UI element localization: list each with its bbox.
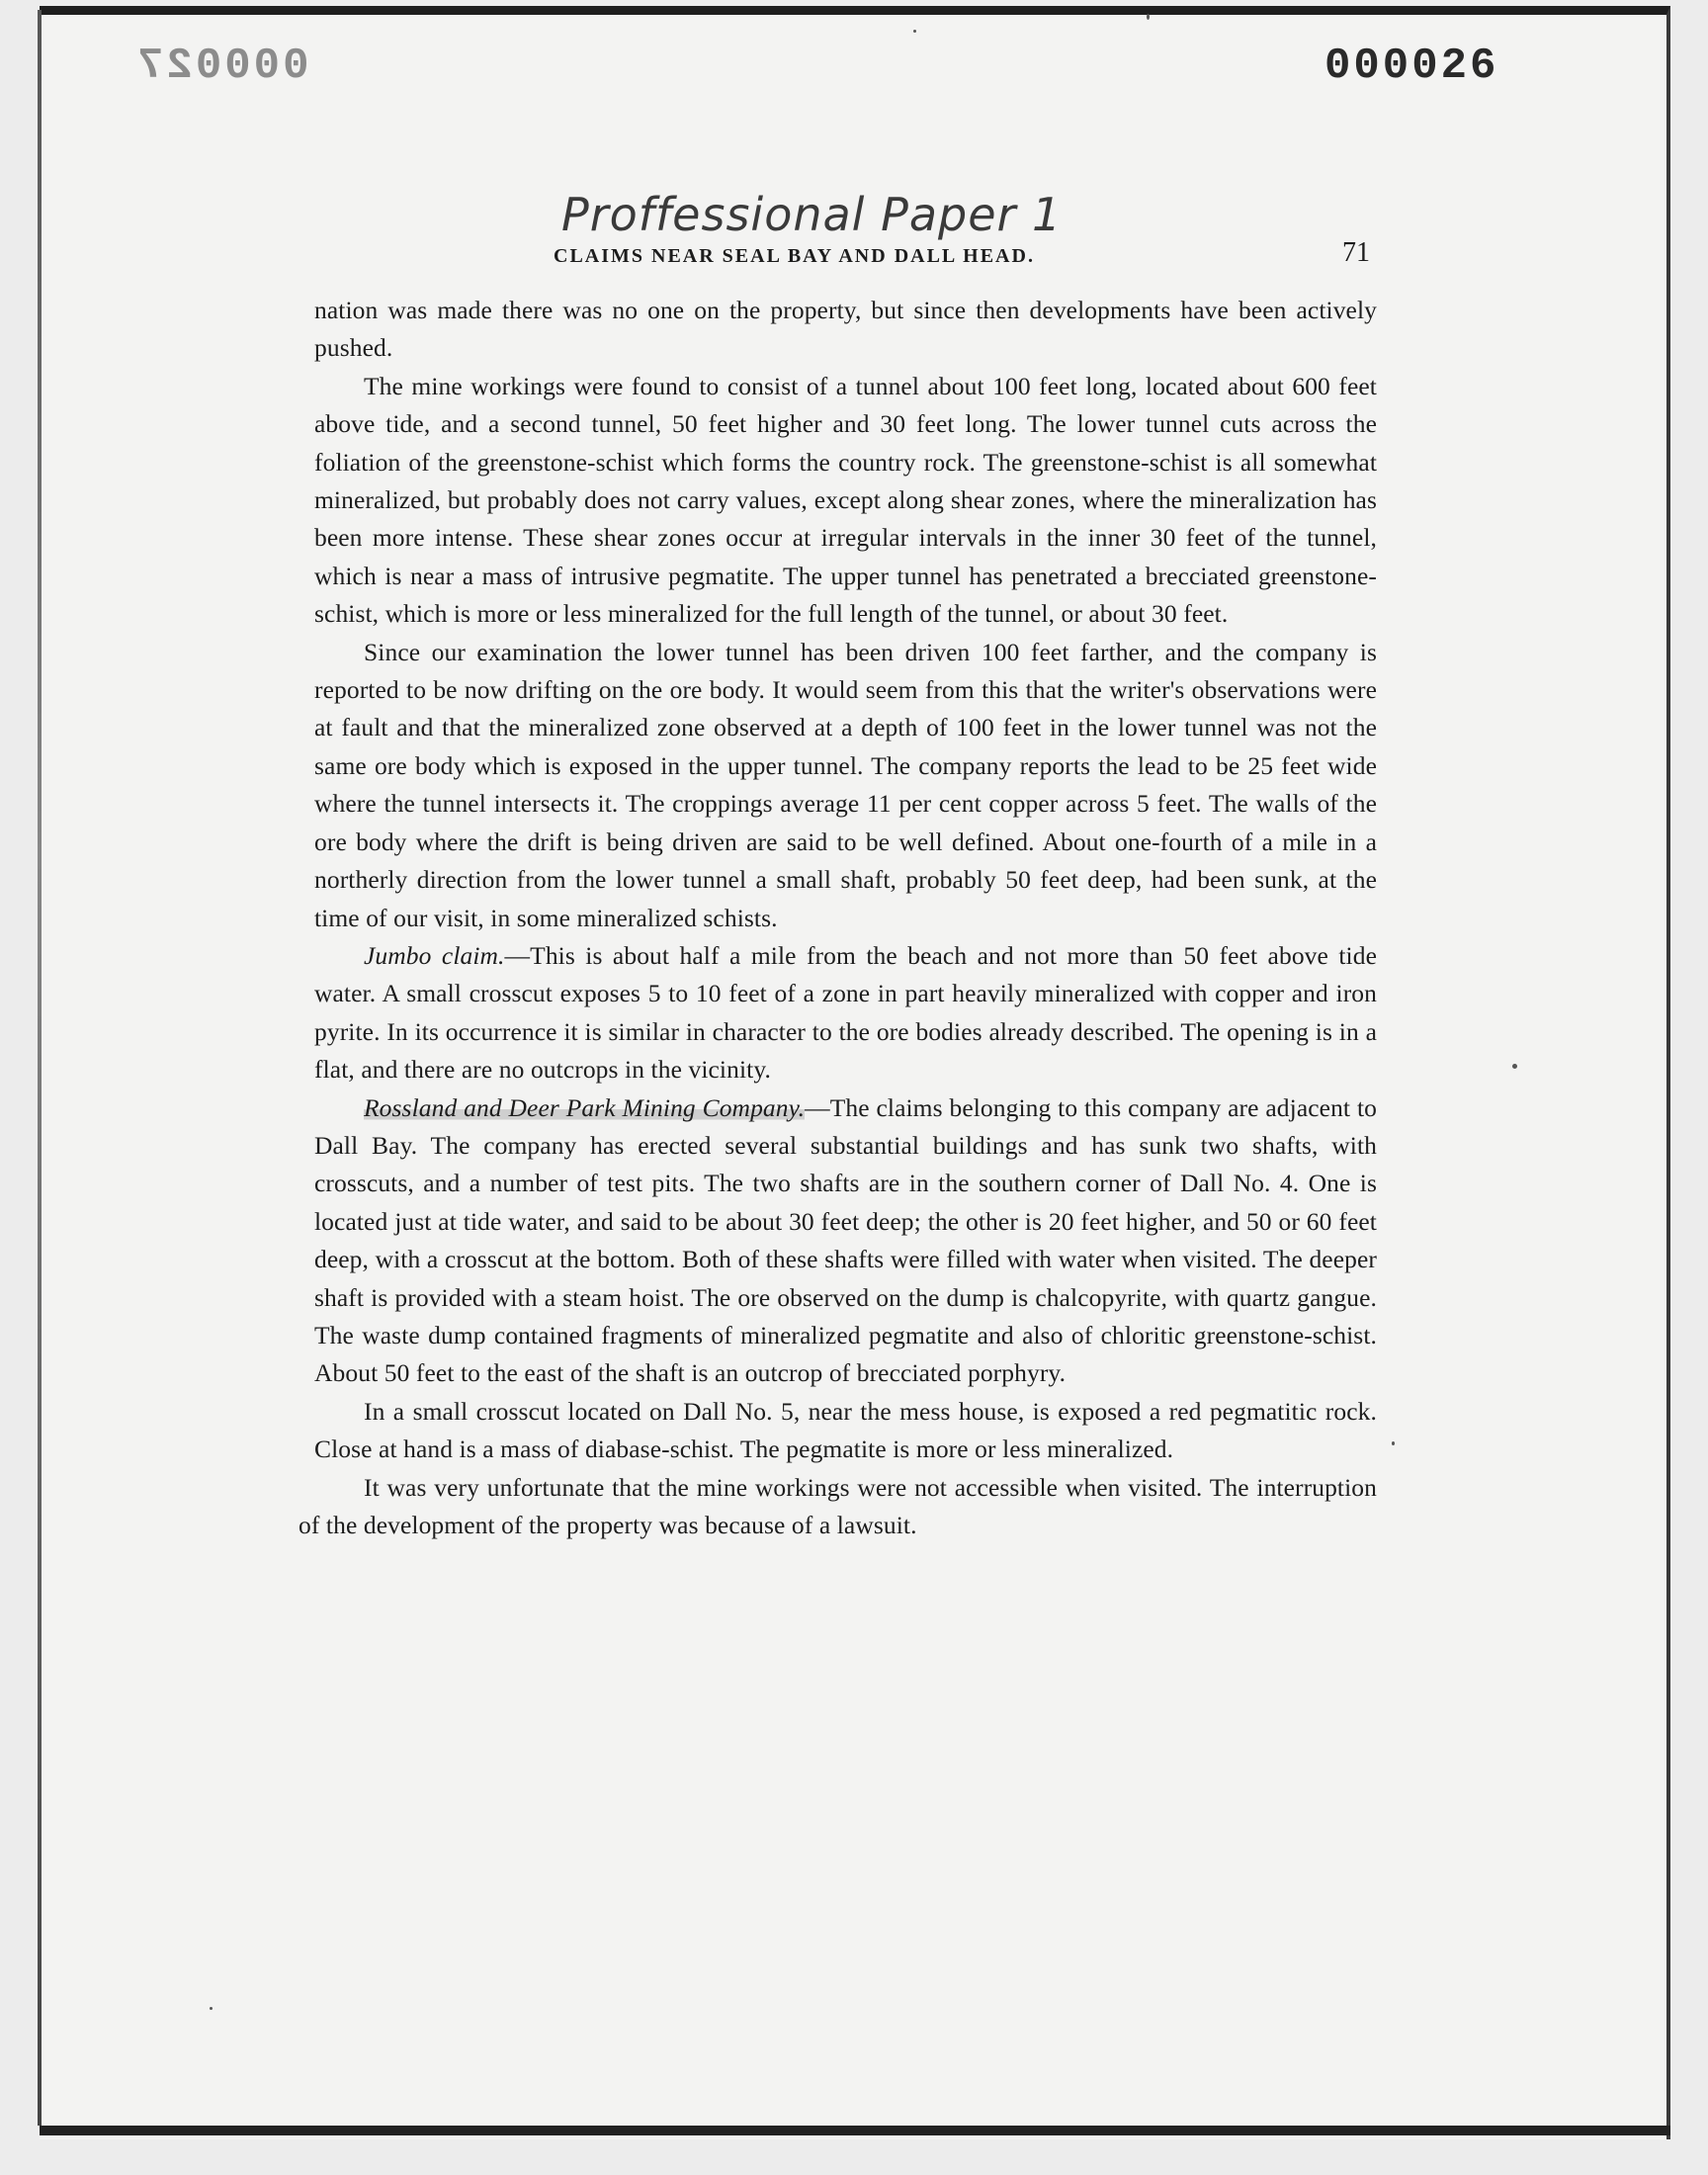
scan-speck (1512, 1064, 1517, 1069)
paragraph-conclusion: It was very unfortunate that the mine workings were not accessible when visited. The interruption of the development of the property was because of a lawsuit. (299, 1472, 1377, 1539)
paragraph-jumbo-claim (314, 937, 1377, 1089)
page-number: 71 (1342, 237, 1370, 268)
document-number-stamp: 000026 (1324, 42, 1499, 91)
rossland-company-heading: Rossland and Deer Park Mining Company. (364, 1092, 806, 1122)
paragraph-mine-workings: The mine workings were found to consist of a tunnel about 100 feet long, located about 600 feet above tide, and a second tunnel, 50 feet higher and 30 feet long. The lower tunnel cuts across the foliation of the greenstone-schist which forms the country rock. The greenstone-schist is all somewhat mineralized, but probably does not carry values, except along shear zones, where the mineralization has been more intense. These shear zones occur at irregular intervals in the inner 30 feet of the tunnel, which is near a mass of intrusive pegmatite. The upper tunnel has penetrated a brecciated greenstone-schist, which is more or less mineralized for the full length of the tunnel, or about 30 feet. (314, 371, 1377, 629)
scan-speck (913, 30, 916, 33)
paragraph-lower-tunnel: Since our examination the lower tunnel has been driven 100 feet farther, and the company is reported to be now drifting on the ore body. It would seem from this that the writer's observations were at fault and that the mineralized zone observed at a depth of 100 feet in the lower tunnel was not the same ore body which is exposed in the upper tunnel. The company reports the lead to be 25 feet wide where the tunnel intersects it. The croppings average 11 per cent copper across 5 feet. The walls of the ore body where the drift is being driven are said to be well defined. About one-fourth of a mile in a northerly direction from the lower tunnel a small shaft, probably 50 feet deep, had been sunk, at the time of our visit, in some mineralized schists. (314, 637, 1377, 932)
jumbo-claim-text: —This is about half a mile from the beach and not more than 50 feet above tide water. A small crosscut exposes 5 to 10 feet of a zone in part heavily mineralized with copper and iron pyrite. In its occurrence it is similar in character to the ore bodies already described. The opening is in a flat, and there are no outcrops in the vicinity. (314, 940, 1378, 1085)
scan-speck (1392, 1441, 1395, 1445)
paragraph-continued: nation was made there was no one on the property, but since then developments have been actively pushed. (314, 296, 1377, 363)
page-left-edge-shadow (38, 10, 42, 2126)
scan-speck (1147, 14, 1150, 20)
running-head: CLAIMS NEAR SEAL BAY AND DALL HEAD. (554, 245, 1035, 267)
rossland-company-text: —The claims belonging to this company are adjacent to Dall Bay. The company has erected several substantial buildings and has sunk two shafts, with crosscuts, and a number of test pits. The two shafts are in the southern corner of Dall No. 4. One is located just at tide water, and said to be about 30 feet deep; the other is 20 feet higher, and 50 or 60 feet deep, with a crosscut at the bottom. Both of these shafts were filled with water when visited. The deeper shaft is provided with a steam hoist. The ore observed on the dump is chalcopyrite, with quartz gangue. The waste dump contained fragments of mineralized pegmatite and also of chloritic greenstone-schist. About 50 feet to the east of the shaft is an outcrop of brecciated porphyry. (314, 1092, 1377, 1388)
jumbo-claim-heading: Jumbo claim. (364, 940, 505, 970)
scan-speck (210, 2007, 213, 2010)
paragraph-small-crosscut: In a small crosscut located on Dall No. 5, near the mess house, is exposed a red pegmatitic rock. Close at hand is a mass of diabase-schist. The pegmatite is more or less mineralized. (314, 1396, 1377, 1464)
paragraph-rossland-company (314, 1089, 1377, 1393)
body-text (299, 292, 1378, 1544)
bleed-through-stamp: 000027 (134, 42, 309, 91)
page-bottom-edge-shadow (40, 2126, 1670, 2135)
handwritten-annotation: Proffessional Paper 1 (561, 188, 1063, 241)
